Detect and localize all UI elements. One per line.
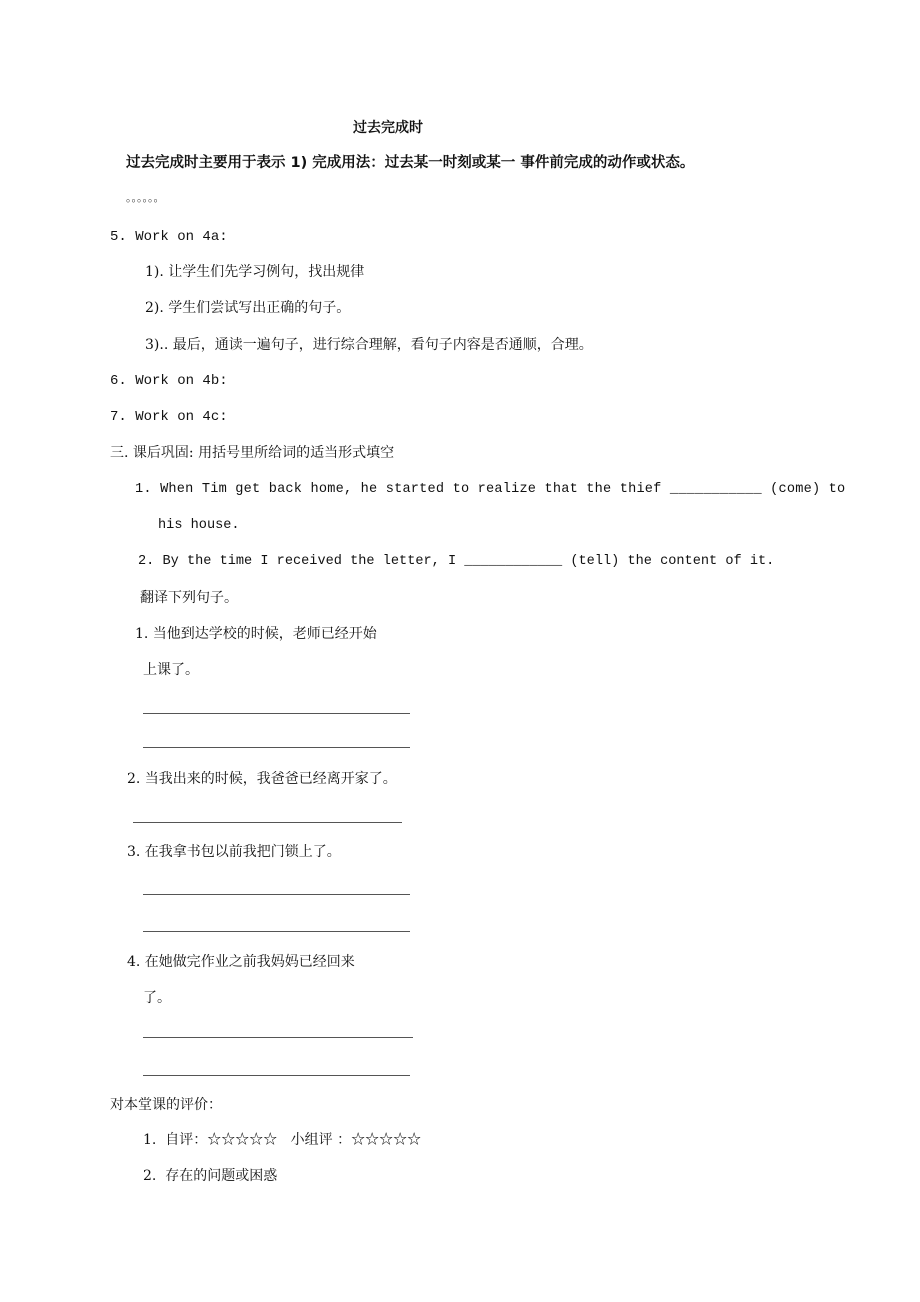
section3-heading: 三. 课后巩固: 用括号里所给词的适当形式填空 — [110, 445, 395, 461]
self-eval-label: 1. 自评： — [143, 1132, 208, 1148]
question-1-line2: his house. — [158, 518, 240, 533]
page-title: 过去完成时 — [353, 120, 423, 136]
step7-heading: 7. Work on 4c: — [110, 409, 228, 425]
evaluation-heading: 对本堂课的评价： — [110, 1097, 222, 1113]
step5-item-1: 1). 让学生们先学习例句，找出规律 — [145, 264, 365, 280]
answer-line — [143, 1037, 413, 1038]
question-2: 2. By the time I received the letter, I ____________ (tell) the content of it. — [138, 554, 775, 569]
translate-item-4: 4. 在她做完作业之前我妈妈已经回来 — [127, 954, 355, 970]
translate-heading: 翻译下列句子。 — [140, 590, 238, 606]
translate-item-1: 1. 当他到达学校的时候，老师已经开始 — [135, 626, 377, 642]
answer-line — [133, 822, 402, 823]
evaluation-item-1 — [143, 1131, 421, 1149]
question-1-line1: 1. When Tim get back home, he started to realize that the thief ___________ (come) to — [135, 482, 846, 497]
step5-item-2: 2). 学生们尝试写出正确的句子。 — [145, 300, 351, 316]
translate-item-2: 2. 当我出来的时候，我爸爸已经离开家了。 — [127, 771, 397, 787]
ellipsis-dots: 。。。。。。 — [126, 191, 165, 204]
self-rating-stars[interactable]: ☆☆☆☆☆ — [207, 1132, 278, 1148]
answer-line — [143, 894, 410, 895]
evaluation-item-2: 2. 存在的问题或困惑 — [143, 1168, 278, 1184]
answer-line — [143, 747, 410, 748]
step5-item-3: 3).. 最后，通读一遍句子，进行综合理解，看句子内容是否通顺，合理。 — [145, 337, 593, 353]
group-rating-stars[interactable]: ☆☆☆☆☆ — [351, 1132, 422, 1148]
translate-item-4-cont: 了。 — [143, 990, 171, 1006]
answer-line — [143, 1075, 410, 1076]
group-eval-label: 小组评 ： — [290, 1132, 352, 1148]
intro-text: 过去完成时主要用于表示 1) 完成用法：过去某一时刻或某一 事件前完成的动作或状态。 — [126, 155, 695, 171]
step6-heading: 6. Work on 4b: — [110, 373, 228, 389]
translate-item-3: 3. 在我拿书包以前我把门锁上了。 — [127, 844, 341, 860]
answer-line — [143, 713, 410, 714]
answer-line — [143, 931, 410, 932]
step5-heading: 5. Work on 4a: — [110, 229, 228, 245]
translate-item-1-cont: 上课了。 — [143, 662, 199, 678]
